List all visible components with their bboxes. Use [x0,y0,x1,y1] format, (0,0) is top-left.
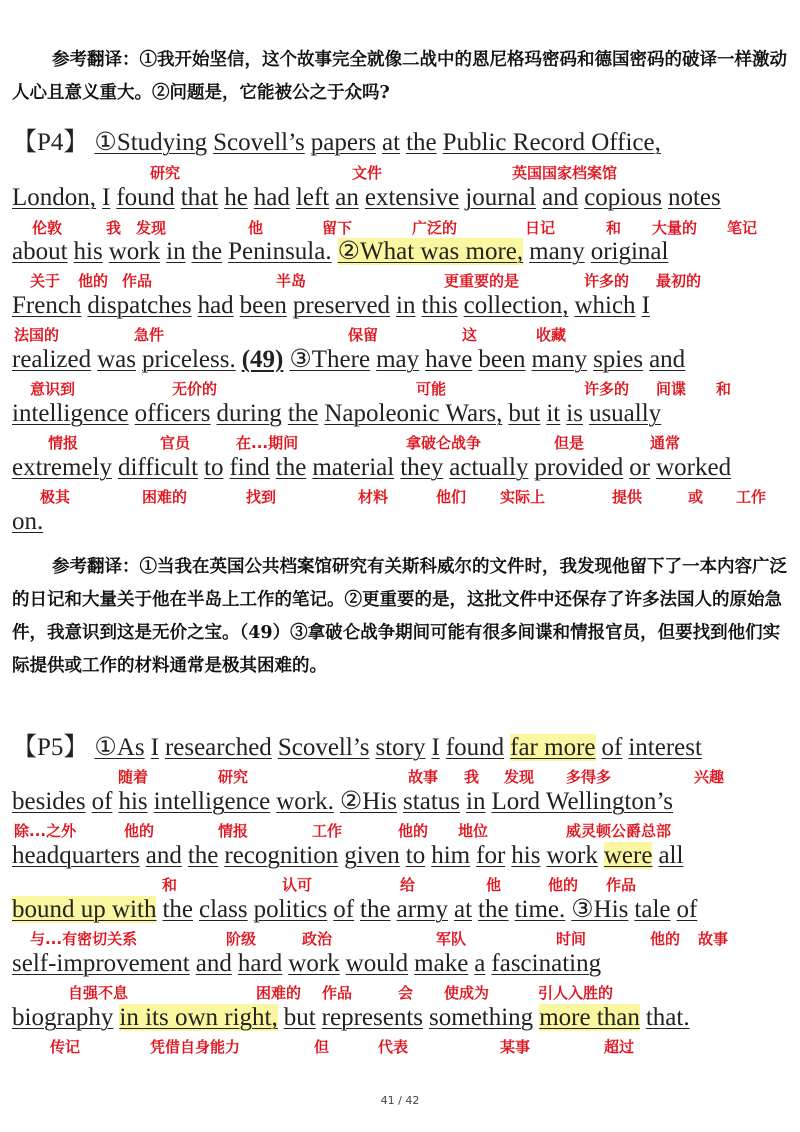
word: at [453,896,473,923]
translation-text: ①我开始坚信，这个故事完全就像二战中的恩尼格玛密码和德国密码的破译一样激动人心且意义重大。②问题是，它能被公之于众吗? [12,50,787,103]
word: Public Record Office, [442,129,661,156]
word: a [474,950,486,977]
word: for [476,842,506,869]
word: but [508,400,541,427]
gloss: 地位 [458,822,489,840]
gloss: 工作 [312,822,343,840]
word: provided [534,454,624,481]
gloss: 笔记 [727,219,758,237]
word: of [91,788,113,815]
word: Napoleonic Wars, [324,400,503,427]
word: I [150,734,159,761]
word: had [253,184,290,211]
word: have [425,346,473,373]
gloss: 他的 [398,822,429,840]
word: his [511,842,541,869]
highlighted-phrase: more than [539,1004,640,1031]
gloss: 提供 [612,488,643,506]
gloss: 困难的 [256,984,302,1002]
gloss: 困难的 [142,488,188,506]
gloss: 作品 [122,272,153,290]
page-number: 41 / 42 [380,1094,420,1107]
gloss: 官员 [160,434,191,452]
paragraph-tag: 【P4】 [12,129,89,156]
gloss: 我 [464,768,480,786]
gloss: 伦敦 [32,219,63,237]
word: ③There [289,346,371,373]
word: fascinating [491,950,602,977]
gloss: 法国的 [14,326,60,344]
word: headquarters [12,842,140,869]
gloss: 拿破仑战争 [406,434,482,452]
word: Lord Wellington’s [491,788,673,815]
gloss: 军队 [436,930,467,948]
word: in [166,238,186,265]
word: would [345,950,409,977]
word: ②His [339,788,398,815]
gloss: 认可 [282,876,313,894]
word: Peninsula. [228,238,332,265]
gloss: 英国国家档案馆 [512,164,618,182]
word: or [629,454,651,481]
word: the [406,129,437,156]
word: extremely [12,454,112,481]
word: and [145,842,182,869]
gloss: 和 [716,380,732,398]
p5-line-4 [12,895,798,925]
word: something [429,1004,534,1031]
gloss: 但 [314,1038,330,1056]
word: original [590,238,669,265]
word: represents [321,1004,424,1031]
gloss: 某事 [500,1038,531,1056]
gloss: 使成为 [444,984,490,1002]
word: interest [628,734,702,761]
word: extensive [364,184,460,211]
word: work [546,842,598,869]
gloss: 研究 [150,164,181,182]
word: material [312,454,395,481]
word: Scovell’s [277,734,370,761]
word: during [216,400,282,427]
word: dispatches [87,292,192,319]
highlighted-phrase: ②What was more, [337,238,524,265]
word: many [529,238,585,265]
word: this [421,292,458,319]
gloss: 和 [606,219,622,237]
gloss: 兴趣 [694,768,725,786]
translation-label: 参考翻译： [52,50,140,70]
gloss: 在...期间 [236,434,299,452]
word: hard [237,950,283,977]
word: besides [12,788,86,815]
word: given [344,842,400,869]
gloss: 发现 [504,768,535,786]
word: class [199,896,248,923]
gloss: 政治 [302,930,333,948]
gloss: 情报 [218,822,249,840]
word: difficult [117,454,199,481]
p5-line-1 [12,733,798,763]
gloss: 超过 [604,1038,635,1056]
word: him [431,842,471,869]
gloss: 阶级 [226,930,257,948]
word: copious [584,184,662,211]
gloss: 他们 [436,488,467,506]
word: officers [134,400,211,427]
word: left [295,184,330,211]
p5-line-3 [12,841,798,871]
gloss: 意识到 [30,380,76,398]
word: politics [253,896,328,923]
gloss: 除...之外 [14,822,77,840]
word: papers [310,129,377,156]
word: collection, [463,292,569,319]
word: which [574,292,636,319]
word: was [97,346,136,373]
gloss: 许多的 [584,272,630,290]
p5-line-5 [12,949,798,979]
word: the [162,896,193,923]
p4-line-4 [12,291,798,321]
word: his [118,788,148,815]
word: worked [656,454,732,481]
word: time. [514,896,566,923]
word: actually [449,454,529,481]
gloss: 作品 [606,876,637,894]
reference-translation-2 [12,551,788,683]
word: in [466,788,486,815]
question-number-49: (49) [241,346,284,373]
gloss: 故事 [408,768,439,786]
word: journal [465,184,537,211]
word: it [546,400,561,427]
gloss: 他的 [548,876,579,894]
word: of [333,896,355,923]
word: found [116,184,175,211]
word: ③His [571,896,629,923]
word: recognition [224,842,339,869]
word: the [478,896,509,923]
gloss: 急件 [134,326,165,344]
p4-line-1 [12,128,798,158]
word: been [239,292,287,319]
highlighted-word: were [603,842,653,869]
word: to [405,842,426,869]
gloss: 他的 [650,930,681,948]
word: had [197,292,234,319]
gloss: 引人入胜的 [538,984,614,1002]
p5-line-2 [12,787,798,817]
gloss: 他的 [124,822,155,840]
highlighted-phrase: far more [510,734,596,761]
word: is [566,400,583,427]
gloss: 留下 [322,219,353,237]
word: at [382,129,401,156]
gloss: 传记 [50,1038,81,1056]
gloss: 材料 [358,488,389,506]
word: intelligence [12,400,129,427]
gloss: 半岛 [276,272,307,290]
word: and [195,950,232,977]
word: realized [12,346,92,373]
word: work. [276,788,334,815]
translation-label: 参考翻译： [52,557,140,577]
word: the [191,238,223,265]
gloss: 作品 [322,984,353,1002]
word: army [396,896,448,923]
word: and [542,184,579,211]
word: of [676,896,698,923]
gloss: 多得多 [566,768,612,786]
gloss: 工作 [736,488,767,506]
word: found [445,734,505,761]
word: London, [12,184,97,211]
gloss: 自强不息 [68,984,129,1002]
word: I [102,184,111,211]
word: find [229,454,270,481]
word: intelligence [153,788,271,815]
word: story [375,734,426,761]
gloss: 许多的 [584,380,630,398]
word: work [108,238,161,265]
word: his [73,238,103,265]
translation-text: ①当我在英国公共档案馆研究有关斯科威尔的文件时，我发现他留下了一本内容广泛的日记和大量关于他在半岛上工作的笔记。②更重要的是，这批文件中还保存了许多法国人的原始急件，我意识到这是无价之宝。（49）③拿破仑战争期间可能有很多间谍和情报官员，但要找到他们实际提供或工作的材料通常是极其困难的。 [12,557,787,676]
gloss: 会 [398,984,414,1002]
gloss: 情报 [48,434,79,452]
p4-line-7 [12,453,798,483]
word: all [658,842,684,869]
word: preserved [292,292,391,319]
word: ①Studying [94,129,208,156]
gloss: 和 [162,876,178,894]
word: usually [588,400,662,427]
reference-translation-1 [12,44,788,110]
word: Scovell’s [213,129,305,156]
gloss: 发现 [136,219,167,237]
gloss: 最初的 [656,272,702,290]
word: self-improvement [12,950,190,977]
word: and [649,346,686,373]
word: may [376,346,420,373]
word: spies [593,346,644,373]
word: in [396,292,416,319]
gloss: 关于 [30,272,61,290]
gloss: 更重要的是 [444,272,520,290]
gloss: 威灵顿公爵总部 [566,822,672,840]
word: that. [645,1004,690,1031]
word: biography [12,1004,114,1031]
p5-line-6 [12,1003,798,1033]
word: status [403,788,460,815]
gloss: 代表 [378,1038,409,1056]
p4-line-2 [12,183,798,213]
word: work [288,950,340,977]
gloss: 给 [400,876,416,894]
word: of [601,734,623,761]
word: the [187,842,219,869]
gloss: 或 [688,488,704,506]
gloss: 但是 [554,434,585,452]
gloss: 研究 [218,768,249,786]
word: but [283,1004,316,1031]
gloss: 这 [462,326,478,344]
gloss: 广泛的 [412,219,458,237]
word: many [531,346,588,373]
word: French [12,292,82,319]
gloss: 收藏 [536,326,567,344]
word: researched [164,734,272,761]
gloss: 保留 [348,326,379,344]
gloss: 随着 [118,768,149,786]
word: he [224,184,248,211]
word: they [400,454,444,481]
word: an [335,184,359,211]
word: the [287,400,319,427]
gloss: 故事 [698,930,729,948]
gloss: 找到 [246,488,277,506]
word: the [360,896,391,923]
word: priceless. [142,346,236,373]
highlighted-phrase: bound up with [12,896,157,923]
highlighted-phrase: in its own right, [119,1004,278,1031]
gloss: 他 [248,219,264,237]
gloss: 日记 [525,219,556,237]
gloss: 文件 [352,164,383,182]
gloss: 可能 [416,380,447,398]
word: make [414,950,469,977]
word: about [12,238,68,265]
gloss: 无价的 [172,380,218,398]
gloss: 实际上 [500,488,546,506]
word: tale [634,896,671,923]
word: the [275,454,307,481]
paragraph-tag: 【P5】 [12,734,89,761]
gloss: 凭借自身能力 [150,1038,241,1056]
gloss: 通常 [650,434,681,452]
gloss: 他的 [78,272,109,290]
gloss: 大量的 [652,219,698,237]
word: notes [667,184,721,211]
gloss: 我 [106,219,122,237]
word: ①As [94,734,145,761]
gloss: 他 [486,876,502,894]
gloss: 与...有密切关系 [30,930,138,948]
p4-line-5 [12,345,798,375]
gloss: 间谍 [656,380,687,398]
p4-line-6 [12,399,798,429]
word: I [431,734,440,761]
p4-line-3 [12,237,798,267]
gloss: 时间 [556,930,587,948]
gloss: 极其 [40,488,71,506]
word: I [641,292,650,319]
word: been [478,346,526,373]
word: on. [12,508,44,535]
word: to [204,454,224,481]
word: that [180,184,219,211]
p4-line-8 [12,507,798,537]
